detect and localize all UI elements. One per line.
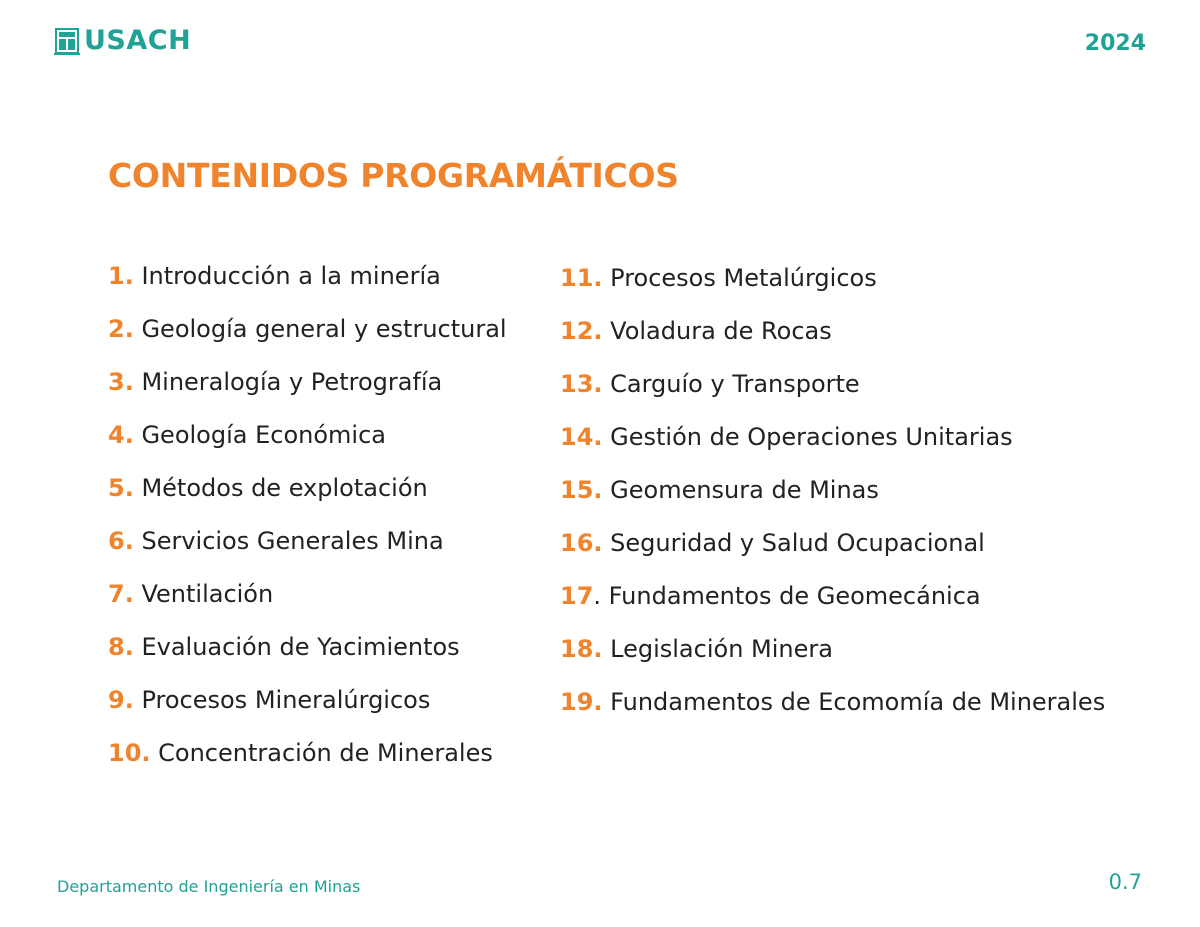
item-text: Procesos Mineralúrgicos: [133, 686, 431, 714]
item-text: Legislación Minera: [602, 635, 833, 663]
item-text: Métodos de explotación: [133, 474, 428, 502]
item-text: Gestión de Operaciones Unitarias: [602, 423, 1013, 451]
university-crest-icon: [54, 26, 80, 56]
department-footer: Departamento de Ingeniería en Minas: [57, 877, 361, 896]
item-number: 19.: [560, 688, 603, 716]
item-text: Evaluación de Yacimientos: [133, 633, 460, 661]
list-item: [560, 576, 1105, 629]
item-number: 4.: [108, 421, 134, 449]
item-number: 18.: [560, 635, 603, 663]
item-text: Seguridad y Salud Ocupacional: [602, 529, 985, 557]
list-item: [108, 256, 507, 309]
item-number: 11.: [560, 264, 603, 292]
contents-list-right: [560, 258, 1105, 735]
list-item: [560, 682, 1105, 735]
list-item: [560, 417, 1105, 470]
item-number: 10.: [108, 739, 151, 767]
list-item: [108, 309, 507, 362]
item-number: 14.: [560, 423, 603, 451]
item-number: 5.: [108, 474, 134, 502]
item-text: Ventilación: [133, 580, 274, 608]
list-item: [560, 258, 1105, 311]
item-text: . Fundamentos de Geomecánica: [593, 582, 981, 610]
item-text: Procesos Metalúrgicos: [602, 264, 877, 292]
item-text: Geomensura de Minas: [602, 476, 879, 504]
list-item: [560, 470, 1105, 523]
item-text: Geología general y estructural: [133, 315, 507, 343]
page-number: 0.7: [1108, 870, 1142, 894]
item-text: Carguío y Transporte: [602, 370, 860, 398]
list-item: [108, 733, 507, 786]
page-title: CONTENIDOS PROGRAMÁTICOS: [108, 156, 679, 195]
item-text: Fundamentos de Ecomomía de Minerales: [602, 688, 1106, 716]
list-item: [108, 415, 507, 468]
list-item: [108, 574, 507, 627]
list-item: [560, 629, 1105, 682]
logo-text: USACH: [84, 25, 192, 56]
list-item: [560, 523, 1105, 576]
item-text: Mineralogía y Petrografía: [133, 368, 443, 396]
item-number: 1.: [108, 262, 134, 290]
list-item: [108, 521, 507, 574]
year-label: 2024: [1084, 31, 1146, 56]
item-text: Introducción a la minería: [133, 262, 441, 290]
item-number: 13.: [560, 370, 603, 398]
item-text: Geología Económica: [133, 421, 386, 449]
list-item: [560, 364, 1105, 417]
item-text: Concentración de Minerales: [150, 739, 493, 767]
item-number: 6.: [108, 527, 134, 555]
list-item: [108, 362, 507, 415]
item-text: Voladura de Rocas: [602, 317, 832, 345]
item-number: 8.: [108, 633, 134, 661]
list-item: [108, 468, 507, 521]
item-number: 16.: [560, 529, 603, 557]
item-number: 17: [560, 582, 594, 610]
item-number: 7.: [108, 580, 134, 608]
list-item: [108, 680, 507, 733]
list-item: [108, 627, 507, 680]
list-item: [560, 311, 1105, 364]
usach-logo: [54, 24, 191, 58]
item-number: 3.: [108, 368, 134, 396]
item-number: 15.: [560, 476, 603, 504]
item-text: Servicios Generales Mina: [133, 527, 444, 555]
item-number: 12.: [560, 317, 603, 345]
item-number: 9.: [108, 686, 134, 714]
contents-list-left: [108, 256, 507, 786]
item-number: 2.: [108, 315, 134, 343]
